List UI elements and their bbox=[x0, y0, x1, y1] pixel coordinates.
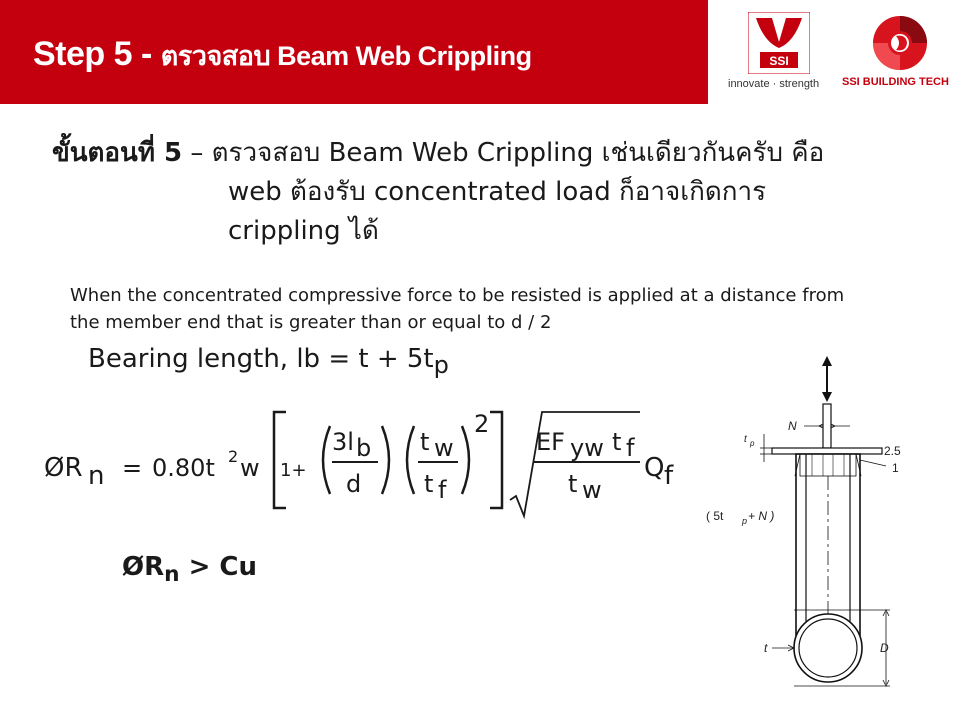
eq-coef: 0.80t bbox=[152, 454, 215, 482]
slide-title-main: Step 5 - bbox=[33, 35, 161, 73]
bearing-plate bbox=[772, 448, 882, 454]
fig-slope-run: 1 bbox=[892, 461, 899, 475]
fig-n-label: N bbox=[788, 419, 797, 433]
web-crippling-diagram bbox=[700, 352, 925, 707]
capacity-check bbox=[122, 552, 257, 587]
step-line-1-text: ตรวจสอบ Beam Web Crippling เช่นเดียวกันครับ คือ bbox=[211, 138, 825, 168]
ssi-building-tech-name: SSI BUILDING TECH bbox=[842, 76, 949, 88]
fig-t-label: t bbox=[764, 641, 768, 655]
eq-sqrt-num-t: t bbox=[612, 428, 622, 456]
eq-sqrt-num-t-sub: f bbox=[626, 434, 635, 462]
bearing-length-formula bbox=[88, 344, 449, 379]
condition-note: When the concentrated compressive force to be resisted is applied at a distance from the member end that is greater than or equal to d / 2 bbox=[70, 285, 845, 333]
eq-frac1-num: 3l bbox=[332, 428, 354, 456]
check-symbol: ØR bbox=[122, 552, 165, 582]
eq-one-plus: 1+ bbox=[280, 460, 307, 481]
fig-slope-rise: 2.5 bbox=[884, 444, 901, 458]
eq-frac1-den: d bbox=[346, 470, 362, 498]
eq-paren-1-open bbox=[323, 426, 330, 494]
step-line-1 bbox=[52, 134, 824, 173]
fig-zone-open: ( 5t bbox=[706, 509, 724, 523]
fig-d-label: D bbox=[880, 641, 889, 655]
slide-title-sub: ตรวจสอบ Beam Web Crippling bbox=[160, 41, 532, 71]
eq-coef-sub: w bbox=[240, 454, 260, 482]
ssi-building-tech-logo-icon bbox=[860, 12, 940, 74]
step-description bbox=[52, 134, 824, 251]
check-rest: > Cu bbox=[179, 552, 258, 582]
eq-sqrt-den: t bbox=[568, 470, 578, 498]
bearing-length-text: Bearing length, lb = t + 5t bbox=[88, 344, 434, 374]
eq-paren-2-close bbox=[462, 426, 469, 494]
slide-title bbox=[33, 34, 532, 77]
load-arrow-down-head bbox=[822, 392, 832, 402]
eq-sqrt-num-sub: yw bbox=[570, 434, 604, 462]
eq-q-sub: f bbox=[664, 461, 674, 491]
fig-tp-sub: p bbox=[750, 439, 755, 448]
fig-zone-sub: p bbox=[742, 516, 748, 526]
ssi-mark-text: SSI bbox=[769, 54, 789, 68]
eq-frac1-num-sub: b bbox=[356, 434, 372, 462]
eq-sqrt-den-sub: w bbox=[582, 476, 602, 504]
eq-frac2-den: t bbox=[424, 470, 434, 498]
eq-frac2-num: t bbox=[420, 428, 430, 456]
eq-sqrt-num: EF bbox=[536, 428, 565, 456]
ssi-logo-icon bbox=[748, 12, 810, 74]
check-sub: n bbox=[164, 562, 180, 588]
step-dash: – bbox=[182, 138, 212, 168]
bearing-length-sub: p bbox=[433, 351, 449, 380]
eq-right-bracket bbox=[490, 412, 502, 508]
eq-lhs-sub: n bbox=[88, 461, 105, 491]
web-crippling-equation bbox=[44, 404, 704, 524]
ssi-tagline: innovate · strength bbox=[728, 78, 820, 90]
eq-paren-1-close bbox=[382, 426, 389, 494]
eq-q: Q bbox=[644, 453, 665, 483]
eq-lhs-symbol: ØR bbox=[44, 453, 83, 483]
eq-paren-2-open bbox=[407, 426, 414, 494]
fig-zone-close: + N ) bbox=[748, 509, 775, 523]
step-label: ขั้นตอนที่ 5 bbox=[52, 138, 183, 168]
step-line-2: web ต้องรับ concentrated load ก็อาจเกิดการ bbox=[228, 177, 767, 207]
dispersion-zone bbox=[800, 454, 856, 476]
step-line-3: crippling ได้ bbox=[228, 216, 379, 246]
fig-tp-label: t bbox=[744, 434, 747, 445]
eq-power: 2 bbox=[474, 410, 490, 438]
eq-frac2-num-sub: w bbox=[434, 434, 454, 462]
load-arrow-up-head bbox=[822, 356, 832, 366]
load-plate-stem bbox=[823, 404, 831, 448]
eq-equals: = bbox=[122, 454, 143, 482]
eq-coef-sup: 2 bbox=[228, 447, 239, 466]
tube-section-outer bbox=[794, 614, 862, 682]
eq-frac2-den-sub: f bbox=[438, 476, 447, 504]
